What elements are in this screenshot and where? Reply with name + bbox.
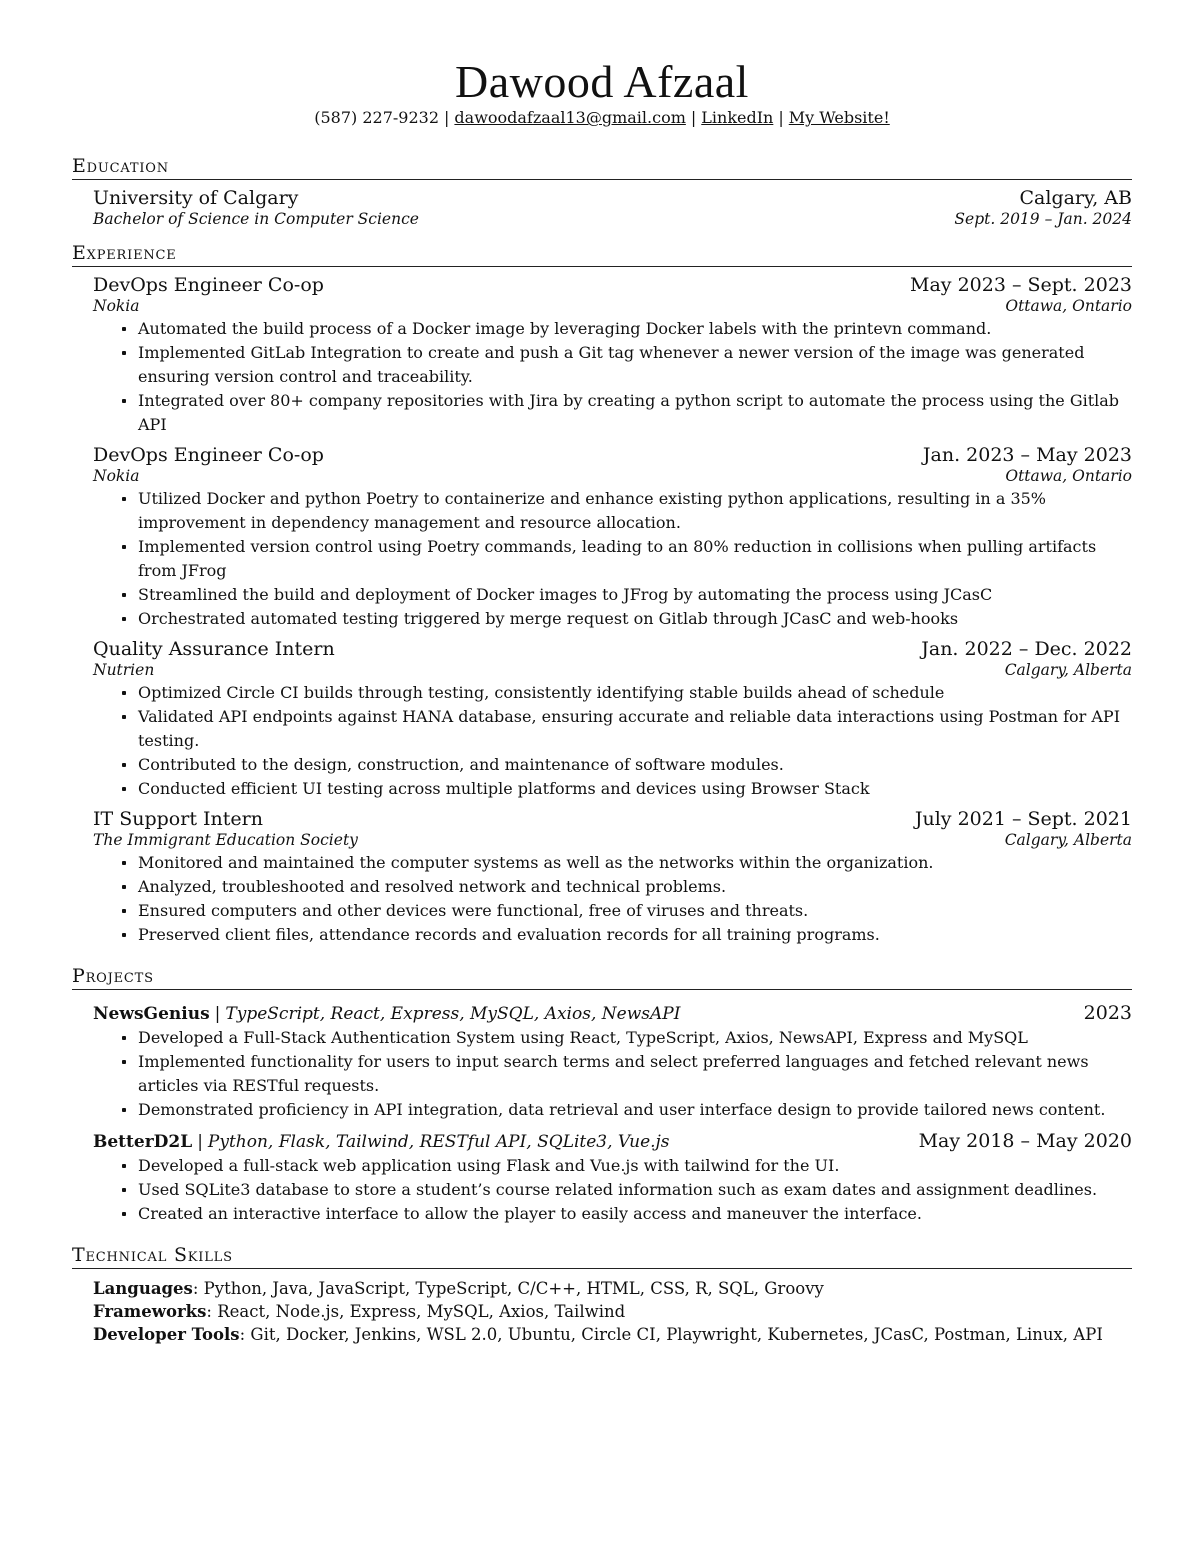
contact-separator: |	[444, 108, 450, 128]
job-entry	[72, 638, 1132, 801]
bullet-item: Integrated over 80+ company repositories with Jira by creating a python script to automate the process using the Gitlab API	[138, 389, 1132, 437]
job-entry	[72, 808, 1132, 947]
job-dates: Jan. 2023 – May 2023	[922, 444, 1132, 467]
project-bullets	[93, 1026, 1132, 1122]
project-heading	[93, 1132, 670, 1152]
project-separator: |	[197, 1132, 203, 1153]
job-location: Ottawa, Ontario	[1005, 297, 1132, 316]
project-entry	[72, 1002, 1132, 1122]
job-company: Nokia	[93, 467, 140, 486]
job-company: Nutrien	[93, 661, 155, 680]
candidate-name: Dawood Afzaal	[455, 56, 749, 107]
bullet-item: Analyzed, troubleshooted and resolved network and technical problems.	[138, 875, 1132, 899]
job-dates: July 2021 – Sept. 2021	[914, 808, 1132, 831]
job-company: Nokia	[93, 297, 140, 316]
job-role: DevOps Engineer Co-op	[93, 444, 324, 467]
job-location: Calgary, Alberta	[1004, 661, 1132, 680]
job-company: The Immigrant Education Society	[93, 831, 358, 850]
linkedin-link[interactable]: LinkedIn	[701, 108, 774, 128]
degree: Bachelor of Science in Computer Science	[93, 210, 419, 229]
bullet-item: Utilized Docker and python Poetry to containerize and enhance existing python applications, resulting in a 35% improvement in dependency management and resource allocation.	[138, 487, 1132, 535]
education-entry	[72, 187, 1132, 228]
bullet-item: Automated the build process of a Docker image by leveraging Docker labels with the printevn command.	[138, 317, 1132, 341]
project-tech: TypeScript, React, Express, MySQL, Axios, NewsAPI	[225, 1004, 681, 1025]
job-role: DevOps Engineer Co-op	[93, 274, 324, 297]
skills-languages: Languages: Python, Java, JavaScript, TypeScript, C/C++, HTML, CSS, R, SQL, Groovy	[93, 1279, 824, 1299]
skills-label: Frameworks	[93, 1302, 207, 1322]
phone-number: (587) 227-9232	[314, 108, 440, 128]
skills-value: Python, Java, JavaScript, TypeScript, C/C++, HTML, CSS, R, SQL, Groovy	[203, 1279, 824, 1299]
section-title-education: Education	[72, 155, 1132, 180]
contact-separator: |	[778, 108, 784, 128]
project-separator: |	[214, 1004, 221, 1025]
skills-tools: Developer Tools: Git, Docker, Jenkins, WSL 2.0, Ubuntu, Circle CI, Playwright, Kubernetes, JCasC, Postman, Linux, API	[93, 1325, 1103, 1345]
project-dates: 2023	[1083, 1002, 1132, 1025]
project-name: NewsGenius	[93, 1004, 210, 1025]
job-role: Quality Assurance Intern	[93, 638, 335, 661]
bullet-item: Created an interactive interface to allow the player to easily access and maneuver the interface.	[138, 1202, 1132, 1226]
school-location: Calgary, AB	[1019, 187, 1132, 210]
section-title-projects: Projects	[72, 965, 1132, 990]
bullet-item: Optimized Circle CI builds through testing, consistently identifying stable builds ahead of schedule	[138, 681, 1132, 705]
section-title-experience: Experience	[72, 242, 1132, 267]
bullet-item: Used SQLite3 database to store a student’s course related information such as exam dates and assignment deadlines.	[138, 1178, 1132, 1202]
section-title-skills: Technical Skills	[72, 1244, 1132, 1269]
project-entry	[72, 1130, 1132, 1226]
contact-separator: |	[690, 108, 697, 128]
resume-header	[72, 58, 1132, 127]
resume-page	[72, 58, 1132, 1346]
bullet-item: Implemented version control using Poetry commands, leading to an 80% reduction in collisions when pulling artifacts from JFrog	[138, 535, 1132, 583]
project-heading	[93, 1004, 680, 1024]
job-bullets	[93, 851, 1132, 947]
school-name: University of Calgary	[93, 187, 299, 210]
education-dates: Sept. 2019 – Jan. 2024	[954, 210, 1132, 229]
bullet-item: Streamlined the build and deployment of Docker images to JFrog by automating the process using JCasC	[138, 583, 1132, 607]
project-name: BetterD2L	[93, 1132, 193, 1153]
bullet-item: Preserved client files, attendance records and evaluation records for all training programs.	[138, 923, 1132, 947]
job-bullets	[93, 487, 1132, 631]
skills-block	[72, 1277, 1132, 1346]
job-dates: Jan. 2022 – Dec. 2022	[921, 638, 1132, 661]
project-bullets	[93, 1154, 1132, 1226]
bullet-item: Developed a Full-Stack Authentication System using React, TypeScript, Axios, NewsAPI, Express and MySQL	[138, 1026, 1132, 1050]
website-link[interactable]: My Website!	[788, 108, 890, 128]
job-role: IT Support Intern	[93, 808, 263, 831]
email-link[interactable]: dawoodafzaal13@gmail.com	[454, 108, 686, 128]
job-entry	[72, 274, 1132, 437]
skills-value: Git, Docker, Jenkins, WSL 2.0, Ubuntu, Circle CI, Playwright, Kubernetes, JCasC, Postman, Linux, API	[250, 1325, 1103, 1345]
contact-line	[72, 108, 1132, 127]
bullet-item: Monitored and maintained the computer systems as well as the networks within the organization.	[138, 851, 1132, 875]
bullet-item: Orchestrated automated testing triggered by merge request on Gitlab through JCasC and web-hooks	[138, 607, 1132, 631]
bullet-item: Implemented GitLab Integration to create and push a Git tag whenever a newer version of the image was generated ensuring version control and traceability.	[138, 341, 1132, 389]
job-dates: May 2023 – Sept. 2023	[910, 274, 1132, 297]
bullet-item: Conducted efficient UI testing across multiple platforms and devices using Browser Stack	[138, 777, 1132, 801]
job-bullets	[93, 317, 1132, 437]
skills-frameworks: Frameworks: React, Node.js, Express, MySQL, Axios, Tailwind	[93, 1302, 626, 1322]
bullet-item: Validated API endpoints against HANA database, ensuring accurate and reliable data interactions using Postman for API testing.	[138, 705, 1132, 753]
bullet-item: Ensured computers and other devices were functional, free of viruses and threats.	[138, 899, 1132, 923]
job-location: Calgary, Alberta	[1004, 831, 1132, 850]
job-bullets	[93, 681, 1132, 801]
skills-label: Languages	[93, 1279, 193, 1299]
bullet-item: Contributed to the design, construction, and maintenance of software modules.	[138, 753, 1132, 777]
job-location: Ottawa, Ontario	[1005, 467, 1132, 486]
bullet-item: Implemented functionality for users to input search terms and select preferred languages and fetched relevant news articles via RESTful requests.	[138, 1050, 1132, 1098]
bullet-item: Demonstrated proficiency in API integration, data retrieval and user interface design to provide tailored news content.	[138, 1098, 1132, 1122]
skills-label: Developer Tools	[93, 1325, 240, 1345]
project-tech: Python, Flask, Tailwind, RESTful API, SQLite3, Vue.js	[207, 1132, 670, 1153]
bullet-item: Developed a full-stack web application using Flask and Vue.js with tailwind for the UI.	[138, 1154, 1132, 1178]
skills-value: React, Node.js, Express, MySQL, Axios, Tailwind	[217, 1302, 626, 1322]
job-entry	[72, 444, 1132, 631]
project-dates: May 2018 – May 2020	[918, 1130, 1132, 1153]
